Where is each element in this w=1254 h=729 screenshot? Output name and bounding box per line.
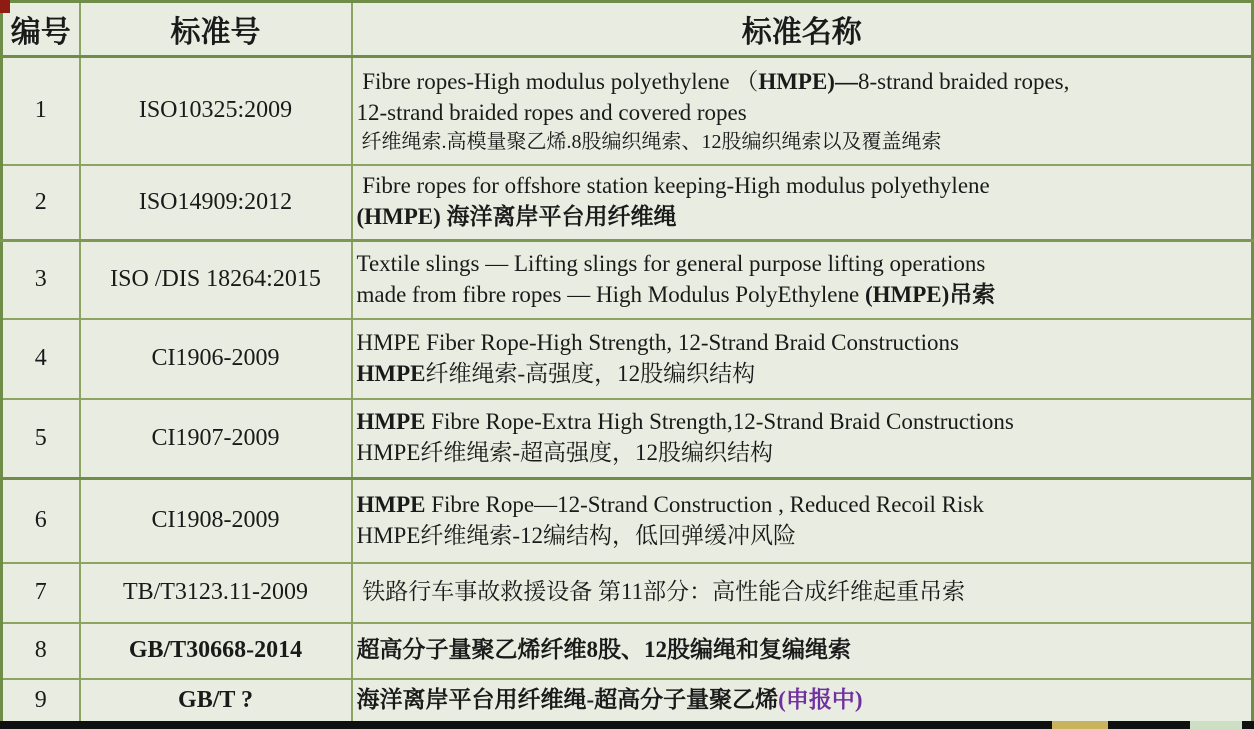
standard-name-line: HMPE Fibre Rope—12-Strand Construction , Reduced Recoil Risk	[356, 491, 984, 517]
row-number: 2	[2, 165, 80, 241]
row-number: 9	[2, 679, 80, 723]
bottom-patch-tan	[1052, 721, 1108, 729]
standard-name-line: Fibre ropes for offshore station keeping-High modulus polyethylene	[356, 173, 990, 199]
table-body	[2, 57, 1253, 723]
bottom-patch-sage	[1190, 721, 1242, 729]
standard-no: GB/T30668-2014	[80, 623, 352, 679]
row-number: 1	[2, 57, 80, 165]
row-number: 8	[2, 623, 80, 679]
header-standard-name: 标准名称	[352, 2, 1253, 57]
table-row	[2, 319, 1253, 399]
standard-no: ISO10325:2009	[80, 57, 352, 165]
standard-name-line: 铁路行车事故救援设备 第11部分：高性能合成纤维起重吊索	[356, 579, 966, 605]
standard-name-line: 12-strand braided ropes and covered ropes	[356, 99, 747, 125]
table-row	[2, 623, 1253, 679]
header-standard-no: 标准号	[80, 2, 352, 57]
standard-name-line: HMPE纤维绳索-12编结构，低回弹缓冲风险	[356, 522, 797, 548]
standard-name	[352, 319, 1253, 399]
row-number: 6	[2, 479, 80, 563]
table-header	[2, 2, 1253, 57]
standard-name-line: Textile slings — Lifting slings for general purpose lifting operations	[356, 250, 986, 276]
row-number: 4	[2, 319, 80, 399]
standard-no: GB/T ?	[80, 679, 352, 723]
standard-name-line: HMPE纤维绳索-高强度，12股编织结构	[356, 360, 756, 386]
standard-name	[352, 479, 1253, 563]
table-row	[2, 57, 1253, 165]
standard-no: CI1907-2009	[80, 399, 352, 479]
standard-name	[352, 241, 1253, 319]
standard-name-line: made from fibre ropes — High Modulus PolyEthylene (HMPE)吊索	[356, 281, 996, 307]
standard-name	[352, 57, 1253, 165]
table-row	[2, 165, 1253, 241]
standard-no: TB/T3123.11-2009	[80, 563, 352, 623]
header-number: 编号	[2, 2, 80, 57]
row-number: 3	[2, 241, 80, 319]
table-row	[2, 563, 1253, 623]
standard-name-line: 纤维绳索.高模量聚乙烯.8股编织绳索、12股编织绳索以及覆盖绳索	[356, 130, 942, 153]
standard-name-line: Fibre ropes-High modulus polyethylene （HMPE)—8-strand braided ropes,	[356, 68, 1070, 94]
corner-red-mark	[0, 0, 10, 13]
standard-name-line: (HMPE) 海洋离岸平台用纤维绳	[356, 204, 677, 230]
standard-name-line: 超高分子量聚乙烯纤维8股、12股编绳和复编绳索	[356, 637, 851, 663]
bottom-strip	[0, 721, 1254, 729]
standard-no: ISO14909:2012	[80, 165, 352, 241]
table-row	[2, 679, 1253, 723]
standard-name	[352, 563, 1253, 623]
table-row	[2, 479, 1253, 563]
standard-name-line: HMPE Fibre Rope-Extra High Strength,12-Strand Braid Constructions	[356, 409, 1014, 435]
standard-name	[352, 165, 1253, 241]
row-number: 5	[2, 399, 80, 479]
standard-name-line: 海洋离岸平台用纤维绳-超高分子量聚乙烯(申报中)	[356, 686, 863, 712]
table-row	[2, 399, 1253, 479]
standard-name	[352, 679, 1253, 723]
standard-no: CI1906-2009	[80, 319, 352, 399]
standard-name	[352, 399, 1253, 479]
standard-no: CI1908-2009	[80, 479, 352, 563]
header-row	[2, 2, 1253, 57]
row-number: 7	[2, 563, 80, 623]
standard-name	[352, 623, 1253, 679]
standard-name-line: HMPE Fiber Rope-High Strength, 12-Strand Braid Constructions	[356, 329, 959, 355]
table-row	[2, 241, 1253, 319]
standard-name-line: HMPE纤维绳索-超高强度，12股编织结构	[356, 440, 774, 466]
standard-no: ISO /DIS 18264:2015	[80, 241, 352, 319]
